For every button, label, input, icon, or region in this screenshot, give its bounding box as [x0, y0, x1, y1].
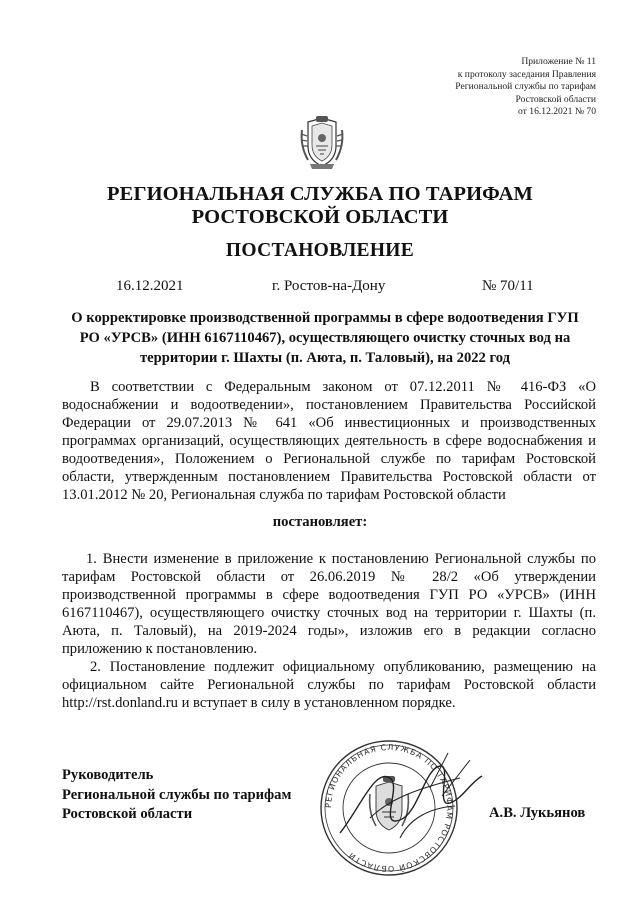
signer-title [62, 766, 291, 825]
resolves-heading: постановляет: [272, 514, 368, 530]
document-type: ПОСТАНОВЛЕНИЕ [225, 240, 415, 261]
preamble-paragraph: В соответствии с Федеральным законом от 07.12.2011 № 416-ФЗ «О водоснабжении и водоотведении», постановлением Правительства Российской Федерации от 29.07.2013 № 641 «Об инвестиционных и производственных программах организаций, осуществляющих деятельность в сфере водоснабжения и водоотведения», Положением о Региональной службе по тарифам Ростовской области, утвержденным постановлением Правительства Ростовской области от 13.01.2012 № 20, Региональная служба по тарифам Ростовской области [62, 379, 596, 503]
handwritten-signature-icon [330, 748, 490, 858]
appendix-line: Приложение № 11 [521, 56, 596, 67]
signer-name: А.В. Лукьянов [489, 805, 586, 821]
item-paragraph-2: 2. Постановление подлежит официальному опубликованию, размещению на официальном сайте Региональной службы по тарифам Ростовской области http://rst.donland.ru и вступает в силу в установленном порядке. [62, 659, 596, 711]
signer-title-line: Ростовской области [62, 806, 193, 822]
signer-title-line: Руководитель [62, 767, 154, 783]
appendix-line: от 16.12.2021 № 70 [518, 106, 596, 118]
appendix-line: к протоколу заседания Правления [457, 68, 596, 80]
coat-of-arms-icon [298, 116, 346, 170]
document-place: г. Ростов-на-Дону [272, 278, 386, 294]
document-date: 16.12.2021 [116, 278, 184, 294]
appendix-line: Ростовской области [515, 93, 596, 105]
item-paragraph-1: 1. Внести изменение в приложение к постановлению Региональной службы по тарифам Ростовской области от 26.06.2019 № 28/2 «Об утверждении производственной программы в сфере водоотведения ГУП РО «УРСВ» (ИНН 6167110467), осуществляющего очистку сточных вод на территории г. Шахты (п. Аюта, п. Таловый), на 2019-2024 годы», изложив его в редакции согласно приложению к постановлению. [62, 551, 596, 657]
appendix-note [455, 56, 596, 119]
organization-name [0, 183, 640, 229]
appendix-line: Региональной службы по тарифам [455, 81, 596, 93]
document-subject: О корректировке производственной программы в сфере водоотведения ГУП РО «УРСВ» (ИНН 6167110467), осуществляющего очистку сточных вод на территории г. Шахты (п. Аюта, п. Таловый), на 2022 год [71, 310, 579, 366]
signer-title-line: Региональной службы по тарифам [62, 786, 292, 803]
org-line: РОСТОВСКОЙ ОБЛАСТИ [191, 206, 449, 228]
seal-text: РЕГИОНАЛЬНАЯ СЛУЖБА ПО ТАРИФАМ РОСТОВСКОЙ ОБЛАСТИ [323, 742, 455, 874]
document-number: № 70/11 [482, 278, 534, 294]
org-line: РЕГИОНАЛЬНАЯ СЛУЖБА ПО ТАРИФАМ [107, 183, 533, 205]
